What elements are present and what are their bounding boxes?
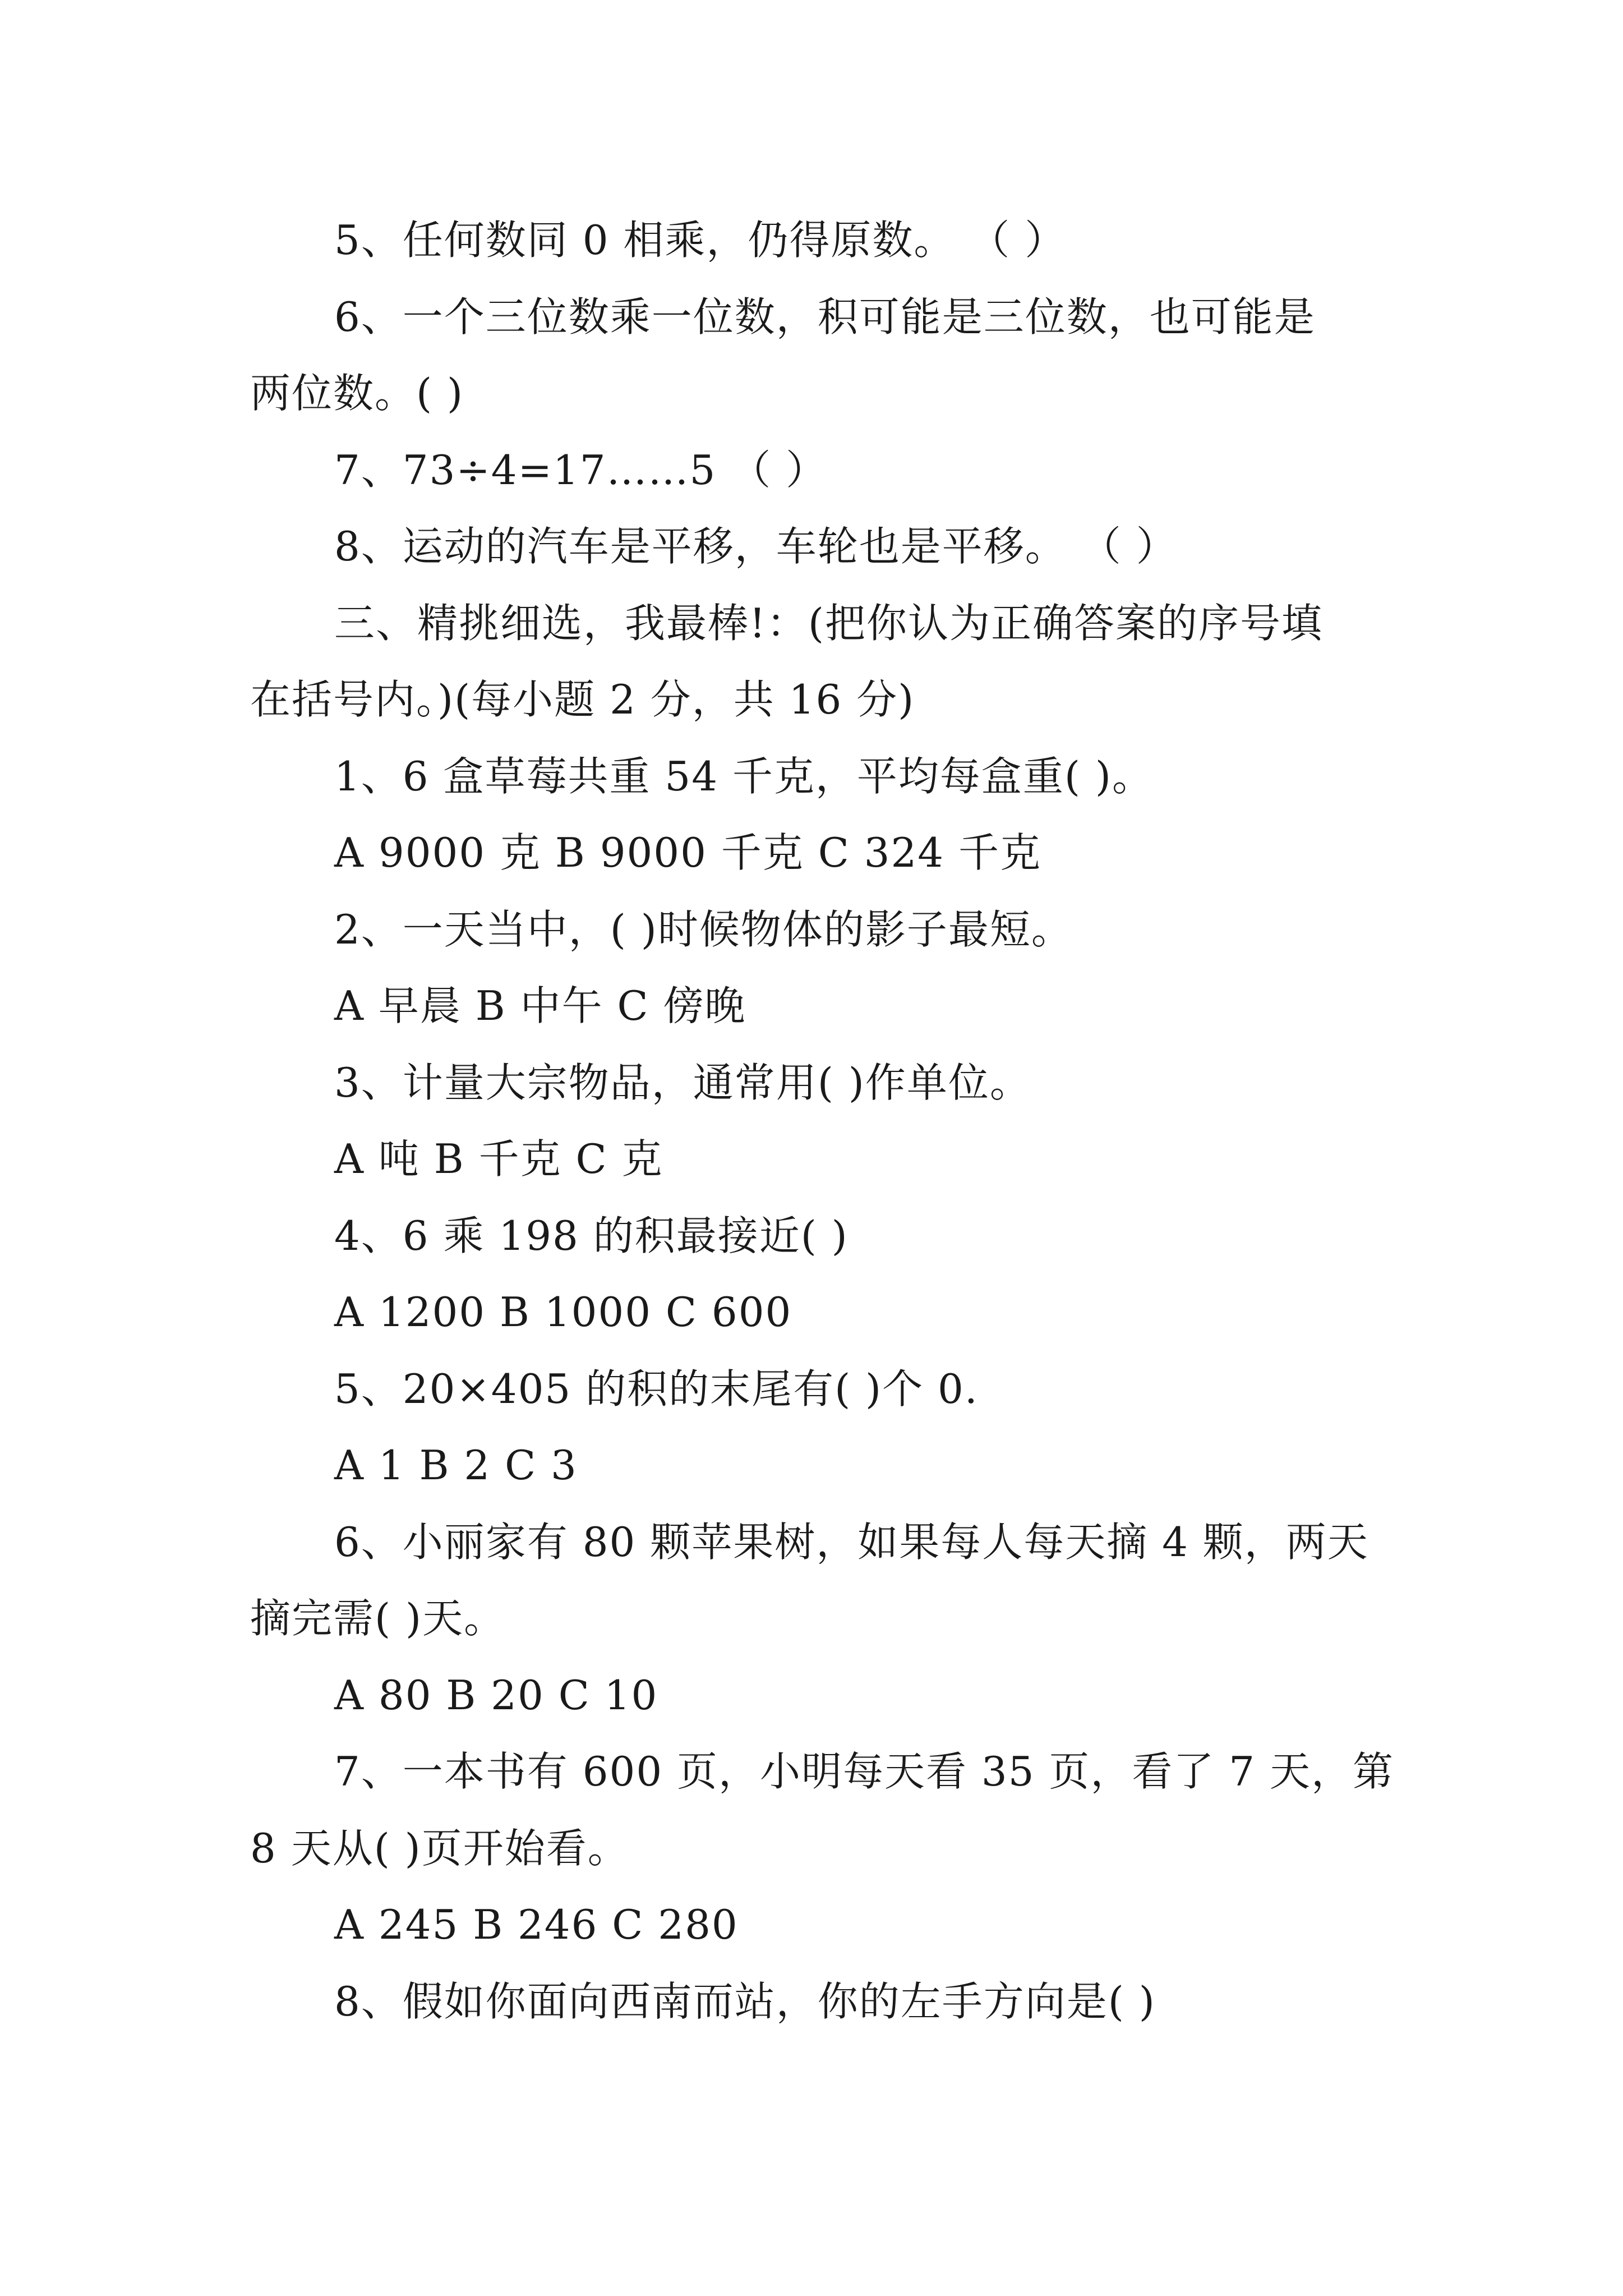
judgement-item-6-continued: 两位数。( )	[250, 370, 464, 417]
choice-options-4: A 1200 B 1000 C 600	[334, 1289, 792, 1336]
choice-question-7-continued: 8 天从( )页开始看。	[250, 1824, 629, 1872]
judgement-item-5: 5、任何数同 0 相乘，仍得原数。 （ ）	[334, 217, 1067, 264]
choice-options-1: A 9000 克 B 9000 千克 C 324 千克	[334, 829, 1041, 876]
choice-question-6: 6、小丽家有 80 颗苹果树，如果每人每天摘 4 颗，两天	[334, 1518, 1369, 1566]
choice-question-3: 3、计量大宗物品，通常用( )作单位。	[334, 1059, 1031, 1106]
choice-question-1: 1、6 盒草莓共重 54 千克，平均每盒重( )。	[334, 752, 1154, 800]
choice-question-6-continued: 摘完需( )天。	[250, 1595, 506, 1642]
choice-question-4: 4、6 乘 198 的积最接近( )	[334, 1212, 849, 1259]
choice-options-2: A 早晨 B 中午 C 傍晚	[334, 982, 746, 1029]
choice-options-7: A 245 B 246 C 280	[334, 1901, 739, 1948]
judgement-item-6: 6、一个三位数乘一位数，积可能是三位数，也可能是	[334, 293, 1316, 341]
choice-question-7: 7、一本书有 600 页，小明每天看 35 页，看了 7 天，第	[334, 1748, 1394, 1795]
document-body	[250, 202, 1394, 2040]
judgement-item-7: 7、73÷4=17……5 （ ）	[334, 446, 828, 494]
choice-question-8: 8、假如你面向西南而站，你的左手方向是( )	[334, 1977, 1156, 2025]
section-heading-continued: 在括号内。)(每小题 2 分，共 16 分)	[250, 676, 915, 723]
judgement-item-8: 8、运动的汽车是平移，车轮也是平移。 （ ）	[334, 523, 1178, 570]
choice-options-5: A 1 B 2 C 3	[334, 1442, 578, 1489]
choice-question-5: 5、20×405 的积的末尾有( )个 0.	[334, 1365, 979, 1412]
section-heading: 三、精挑细选，我最棒!：(把你认为正确答案的序号填	[334, 599, 1324, 647]
choice-options-3: A 吨 B 千克 C 克	[334, 1135, 663, 1182]
choice-question-2: 2、一天当中，( )时候物体的影子最短。	[334, 905, 1073, 953]
choice-options-6: A 80 B 20 C 10	[334, 1671, 658, 1719]
